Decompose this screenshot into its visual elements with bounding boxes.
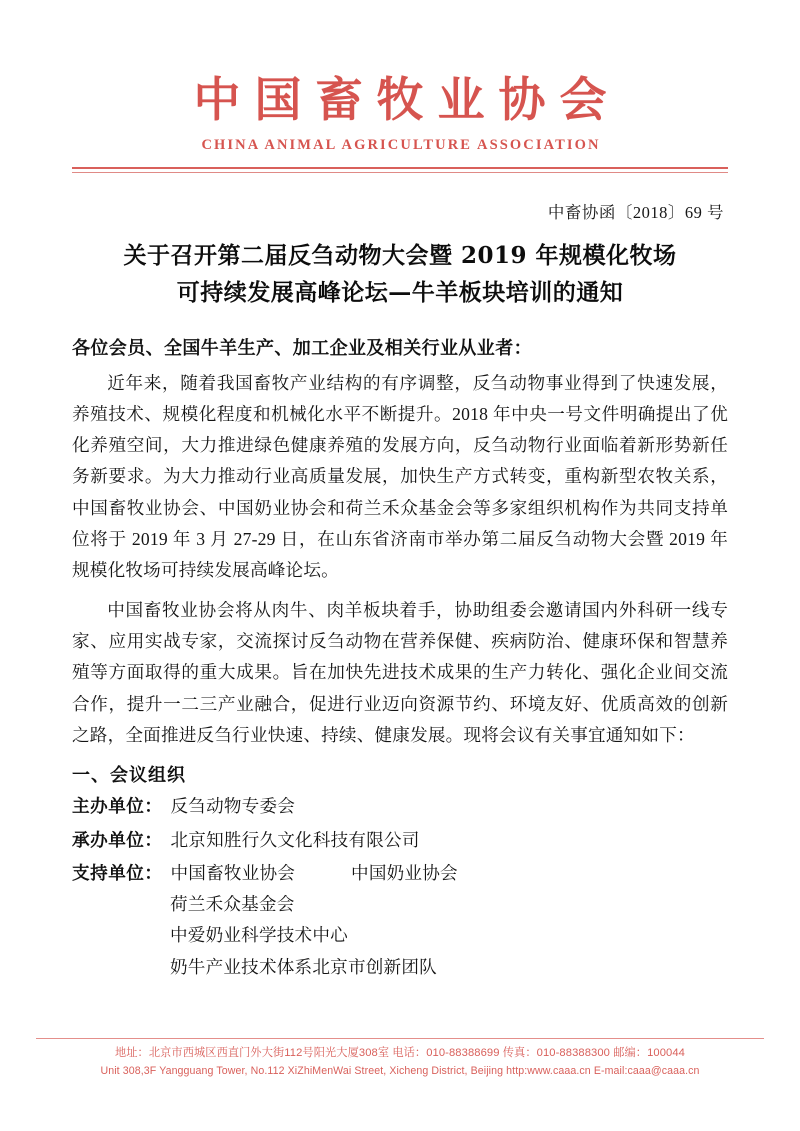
value-supporter-3: 荷兰禾众基金会 — [170, 894, 295, 915]
value-supporter-5: 奶牛产业技术体系北京市创新团队 — [170, 956, 437, 977]
label-undertaker: 承办单位： — [72, 829, 163, 851]
document-title — [72, 237, 728, 312]
header-rule-thick — [72, 167, 728, 169]
body-paragraph-1: 近年来，随着我国畜牧产业结构的有序调整，反刍动物事业得到了快速发展，养殖技术、规模化程度和机械化水平不断提升。2018 年中央一号文件明确提出了优化养殖空间，大力推进绿色健康养殖的发展方向，反刍动物行业面临着新形势新任务新要求。为大力推动行业高质量发展，加快生产方式转变，重构新型农牧关系，中国畜牧业协会、中国奶业协会和荷兰禾众基金会等多家组织机构作为共同支持单位将于 2019 年 3 月 27-29 日，在山东省济南市举办第二届反刍动物大会暨 2019 年规模化牧场可持续发展高峰论坛。 — [72, 372, 728, 581]
value-organizer: 反刍动物专委会 — [170, 796, 296, 817]
salutation: 各位会员、全国牛羊生产、加工企业及相关行业从业者： — [72, 337, 532, 359]
header-rule-thin — [72, 172, 728, 173]
footer-contact-en: Unit 308,3F Yangguang Tower, No.112 XiZhiMenWai Street, Xicheng District, Beijing http:www.caaa.cn E-mail:caaa@caaa.cn — [100, 1064, 700, 1077]
organization-name-en: CHINA ANIMAL AGRICULTURE ASSOCIATION — [201, 137, 601, 154]
letterhead — [72, 0, 728, 173]
row-supporters — [72, 860, 728, 887]
row-organizer — [72, 793, 728, 820]
footer-contact-cn: 地址：北京市西城区西直门外大街112号阳光大厦308室 电话：010-88388699 传真：010-88388300 邮编：100044 — [114, 1047, 686, 1060]
body-paragraph-2: 中国畜牧业协会将从肉牛、肉羊板块着手，协助组委会邀请国内外科研一线专家、应用实战专家，交流探讨反刍动物在营养保健、疾病防治、健康环保和智慧养殖等方面取得的重大成果。旨在加快先进技术成果的生产力转化、强化企业间交流合作，提升一二三产业融合，促进行业迈向资源节约、环境友好、优质高效的创新之路，全面推进反刍行业快速、持续、健康发展。现将会议有关事宜通知如下： — [72, 599, 728, 745]
organization-name-cn: 中国畜牧业协会 — [193, 73, 621, 128]
value-supporter-2: 中国奶业协会 — [351, 862, 458, 883]
page-footer — [0, 1038, 800, 1079]
row-undertaker — [72, 827, 728, 854]
label-supporters: 支持单位： — [72, 862, 163, 884]
document-title-line-1: 关于召开第二届反刍动物大会暨 2019 年规模化牧场 — [123, 242, 677, 270]
document-number: 中畜协函〔2018〕69 号 — [547, 203, 724, 223]
value-undertaker: 北京知胜行久文化科技有限公司 — [170, 829, 420, 850]
document-title-line-2: 可持续发展高峰论坛—牛羊板块培训的通知 — [176, 279, 624, 307]
footer-rule — [36, 1038, 764, 1039]
label-organizer: 主办单位： — [72, 796, 163, 818]
section-heading-meeting-organization: 一、会议组织 — [72, 765, 186, 787]
value-supporter-4: 中爱奶业科学技术中心 — [170, 925, 348, 946]
value-supporter-1: 中国畜牧业协会 — [170, 862, 296, 883]
